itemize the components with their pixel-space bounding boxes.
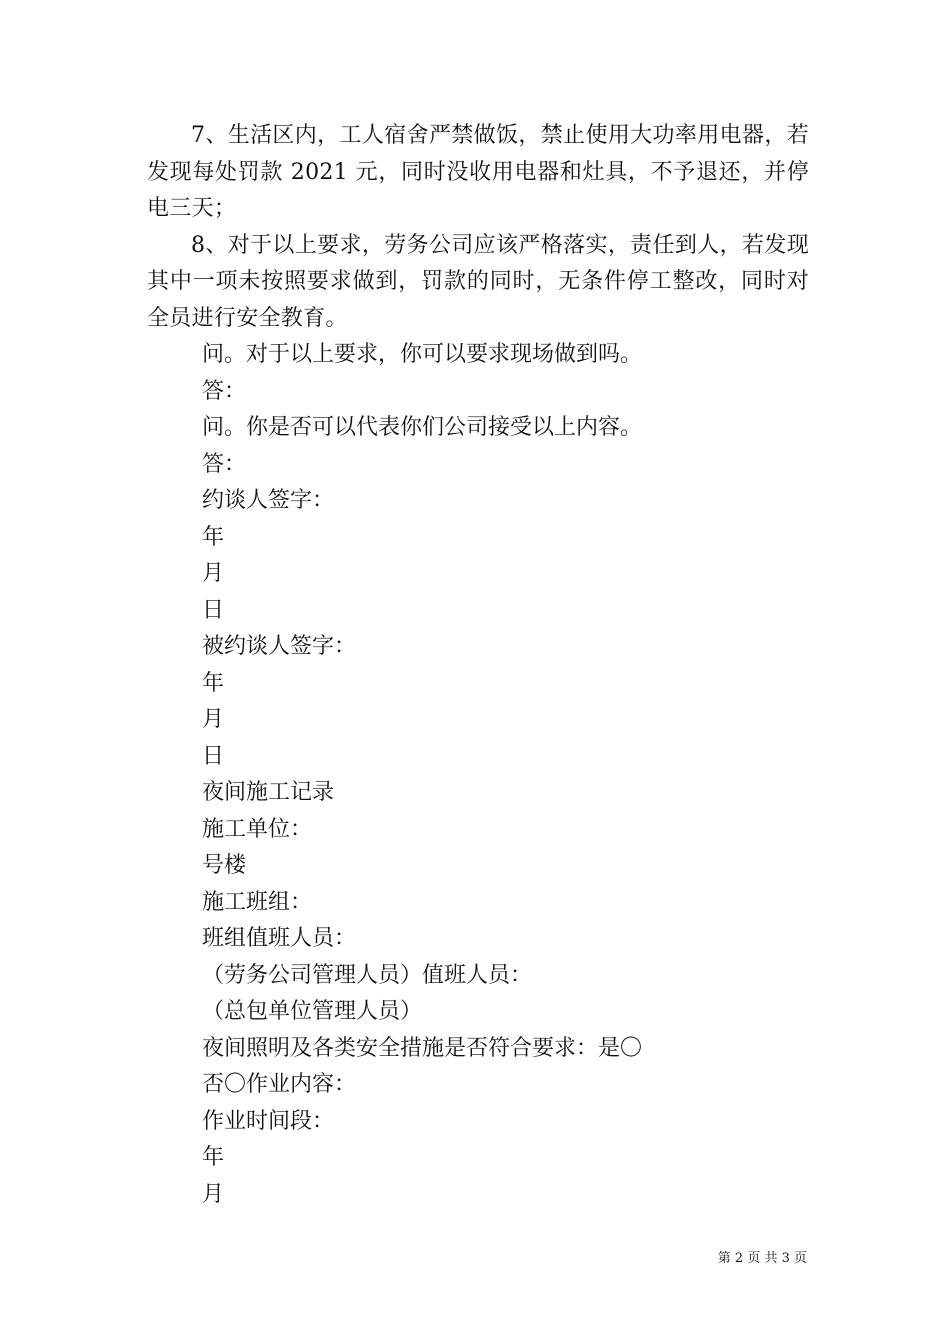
form-lines [147,337,809,1213]
form-line: 施工单位： [202,816,313,842]
form-line: 月 [202,1181,225,1207]
form-line: 日 [202,743,225,769]
form-line: 年 [202,1145,225,1170]
form-line: （劳务公司管理人员）值班人员： [202,962,533,988]
form-line: 夜间施工记录 [202,780,335,805]
form-line: 否〇作业内容： [202,1072,357,1097]
form-line: 号楼 [202,853,247,878]
form-line: 问。你是否可以代表你们公司接受以上内容。 [202,415,643,440]
form-line: 年 [202,670,225,696]
form-line: 班组值班人员： [202,926,357,951]
document-body [147,118,809,1213]
form-line: 作业时间段： [202,1108,335,1134]
page-footer: 第 2 页 共 3 页 [717,1251,807,1266]
form-line: 约谈人签字： [202,488,335,513]
form-line: 答： [202,451,247,477]
form-line: 问。对于以上要求，你可以要求现场做到吗。 [202,342,643,367]
form-line: 日 [202,597,225,623]
form-line: （总包单位管理人员） [202,999,423,1024]
form-line: 月 [202,707,225,732]
form-line: 夜间照明及各类安全措施是否符合要求：是〇 [202,1035,643,1061]
form-line: 答： [202,378,247,404]
form-line: 年 [202,524,225,550]
paragraph-item-7: 7、生活区内，工人宿舍严禁做饭，禁止使用大功率用电器，若发现每处罚款 2021 元，同时没收用电器和灶具，不予退还，并停电三天； [147,123,809,221]
paragraph-item-8: 8、对于以上要求，劳务公司应该严格落实，责任到人，若发现其中一项未按照要求做到，罚款的同时，无条件停工整改，同时对全员进行安全教育。 [147,232,809,331]
form-line: 月 [202,561,225,586]
form-line: 被约谈人签字： [202,634,357,659]
form-line: 施工班组： [202,889,313,915]
